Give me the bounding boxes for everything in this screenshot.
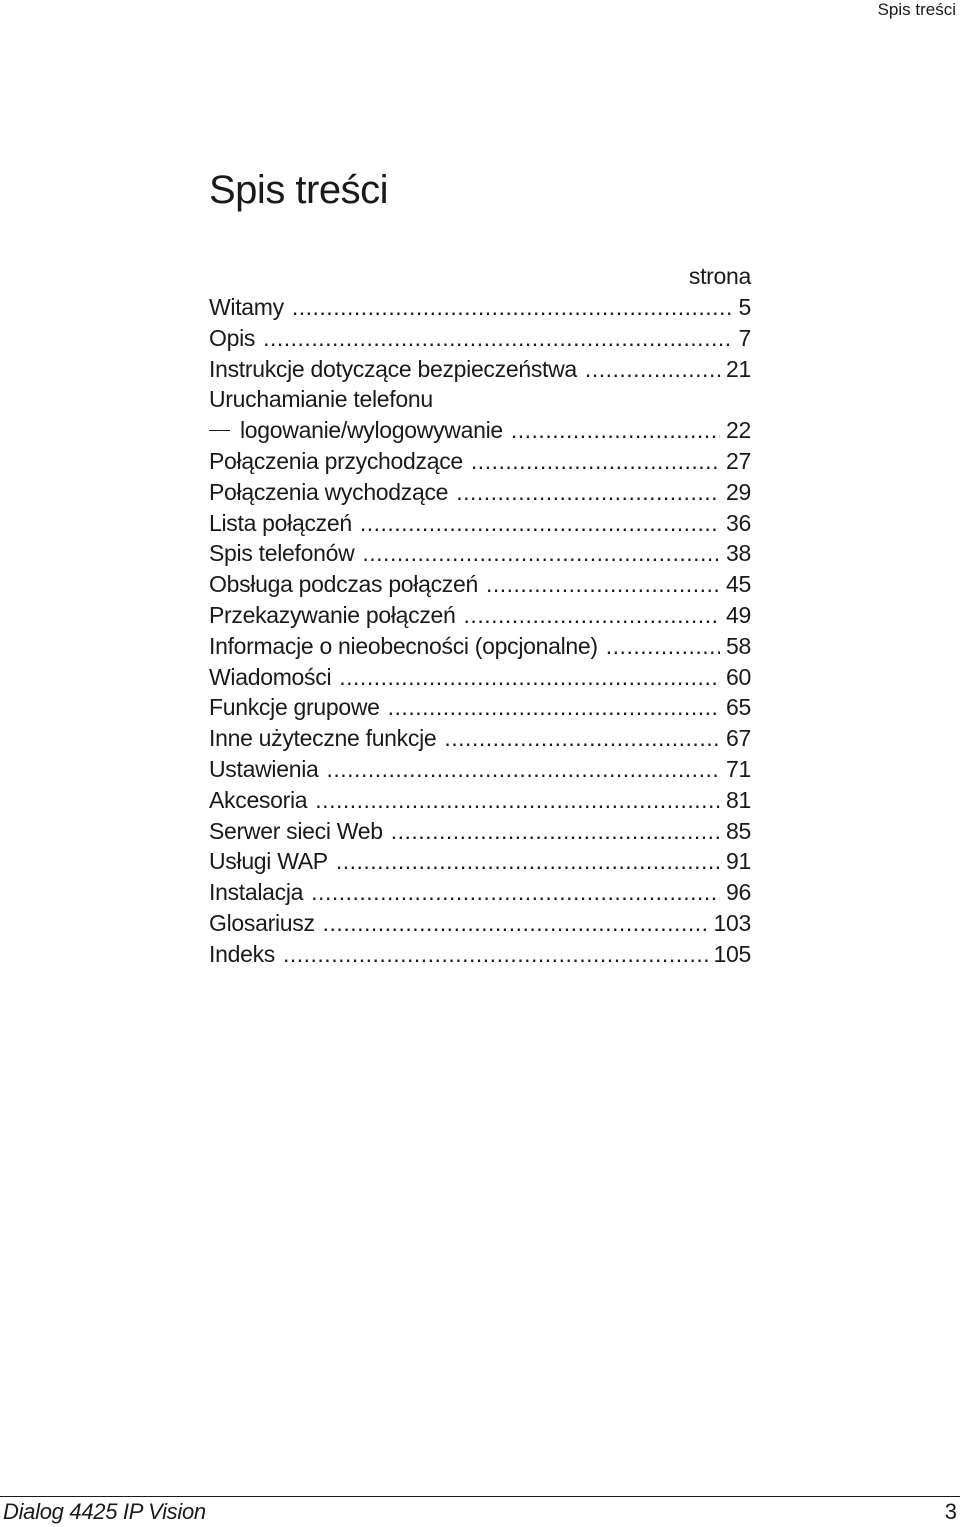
leader-dots bbox=[606, 631, 720, 662]
toc-entry-uslugi-wap[interactable] bbox=[209, 846, 751, 877]
toc-entry-opis[interactable] bbox=[209, 323, 751, 354]
toc-entry-title: Ustawienia bbox=[209, 755, 319, 782]
leader-dots bbox=[391, 816, 720, 847]
toc-entry-title: Informacje o nieobecności (opcjonalne) bbox=[209, 632, 598, 659]
toc-entry-title: Glosariusz bbox=[209, 909, 315, 936]
toc-entry-funkcje-grupowe[interactable] bbox=[209, 692, 751, 723]
leader-dots bbox=[292, 292, 733, 323]
toc-entry-polaczenia-wychodzace[interactable] bbox=[209, 477, 751, 508]
toc-entry-logowanie-wylogowywanie[interactable] bbox=[209, 415, 751, 446]
toc-list bbox=[209, 292, 751, 970]
toc-entry-title: Połączenia przychodzące bbox=[209, 447, 463, 474]
leader-dots bbox=[339, 662, 720, 693]
toc-entry-title: Funkcje grupowe bbox=[209, 694, 380, 721]
toc-entry-page: 81 bbox=[726, 786, 751, 813]
toc-entry-page: 29 bbox=[726, 478, 751, 505]
toc-entry-obsluga-podczas-polaczen[interactable] bbox=[209, 569, 751, 600]
leader-dots bbox=[327, 754, 721, 785]
toc-entry-przekazywanie-polaczen[interactable] bbox=[209, 600, 751, 631]
toc-entry-title: Spis telefonów bbox=[209, 540, 355, 567]
toc-entry-title: Inne użyteczne funkcje bbox=[209, 725, 437, 752]
toc-entry-spis-telefonow[interactable] bbox=[209, 538, 751, 569]
toc-entry-wiadomosci[interactable] bbox=[209, 662, 751, 693]
toc-entry-indeks[interactable] bbox=[209, 939, 751, 970]
toc-entry-page: 85 bbox=[726, 817, 751, 844]
running-header: Spis treści bbox=[877, 0, 956, 19]
toc-entry-page: 45 bbox=[726, 571, 751, 598]
page-title: Spis treści bbox=[209, 168, 388, 212]
toc-entry-witamy[interactable] bbox=[209, 292, 751, 323]
leader-dots bbox=[311, 877, 720, 908]
leader-dots bbox=[283, 939, 708, 970]
toc-entry-page: 5 bbox=[738, 294, 751, 320]
toc-entry-page: 27 bbox=[726, 447, 751, 474]
toc-entry-title bbox=[209, 415, 503, 446]
toc-entry-title: Lista połączeń bbox=[209, 509, 352, 536]
toc-entry-polaczenia-przychodzace[interactable] bbox=[209, 446, 751, 477]
toc-entry-title: Instrukcje dotyczące bezpieczeństwa bbox=[209, 355, 577, 382]
toc-entry-title: Indeks bbox=[209, 940, 275, 967]
toc-entry-page: 7 bbox=[738, 324, 751, 351]
toc-entry-ustawienia[interactable] bbox=[209, 754, 751, 785]
leader-dots bbox=[511, 415, 720, 446]
toc-entry-instalacja[interactable] bbox=[209, 877, 751, 908]
leader-dots bbox=[444, 723, 720, 754]
toc-entry-page: 21 bbox=[726, 355, 751, 382]
toc-entry-serwer-sieci-web[interactable] bbox=[209, 816, 751, 847]
toc-entry-informacje-o-nieobecnosci[interactable] bbox=[209, 631, 751, 662]
toc-entry-title: Instalacja bbox=[209, 879, 304, 906]
toc-entry-title: Przekazywanie połączeń bbox=[209, 601, 456, 628]
toc-entry-title-text: logowanie/wylogowywanie bbox=[240, 417, 503, 444]
toc-entry-page: 22 bbox=[726, 417, 751, 444]
toc-entry-title: Witamy bbox=[209, 294, 284, 320]
footer-page-number: 3 bbox=[944, 1499, 957, 1524]
toc-entry-page: 67 bbox=[726, 725, 751, 752]
toc-entry-page: 49 bbox=[726, 601, 751, 628]
toc-entry-uruchamianie-telefonu[interactable] bbox=[209, 384, 751, 415]
footer-document-title: Dialog 4425 IP Vision bbox=[3, 1499, 206, 1524]
leader-dots bbox=[486, 569, 720, 600]
toc-entry-title: Usługi WAP bbox=[209, 848, 328, 875]
leader-dots bbox=[388, 692, 720, 723]
leader-dots bbox=[456, 477, 720, 508]
toc-entry-akcesoria[interactable] bbox=[209, 785, 751, 816]
leader-dots bbox=[471, 446, 720, 477]
toc-entry-page: 65 bbox=[726, 694, 751, 721]
toc-entry-page: 96 bbox=[726, 879, 751, 906]
continuation-dash bbox=[209, 430, 230, 431]
leader-dots bbox=[336, 846, 720, 877]
toc-entry-page: 71 bbox=[726, 755, 751, 782]
toc-entry-inne-uzyteczne-funkcje[interactable] bbox=[209, 723, 751, 754]
toc-entry-title: Połączenia wychodzące bbox=[209, 478, 449, 505]
toc-entry-title: Obsługa podczas połączeń bbox=[209, 571, 478, 598]
toc-entry-page: 105 bbox=[713, 940, 751, 967]
toc-entry-page: 36 bbox=[726, 509, 751, 536]
leader-dots bbox=[323, 908, 708, 939]
toc-entry-instrukcje-bezpieczenstwa[interactable] bbox=[209, 354, 751, 385]
leader-dots bbox=[315, 785, 720, 816]
leader-dots bbox=[263, 323, 732, 354]
toc-entry-page: 103 bbox=[713, 909, 751, 936]
toc-entry-title: Uruchamianie telefonu bbox=[209, 386, 433, 413]
leader-dots bbox=[464, 600, 720, 631]
leader-dots bbox=[360, 508, 720, 539]
toc-entry-lista-polaczen[interactable] bbox=[209, 508, 751, 539]
toc-entry-title: Wiadomości bbox=[209, 663, 332, 690]
leader-dots bbox=[585, 354, 720, 385]
toc-entry-page: 91 bbox=[726, 848, 751, 875]
toc-entry-title: Opis bbox=[209, 324, 256, 351]
toc-entry-glosariusz[interactable] bbox=[209, 908, 751, 939]
toc-entry-title: Serwer sieci Web bbox=[209, 817, 383, 844]
leader-dots bbox=[362, 538, 720, 569]
running-footer bbox=[0, 1496, 960, 1527]
toc-entry-title: Akcesoria bbox=[209, 786, 308, 813]
toc-entry-page: 60 bbox=[726, 663, 751, 690]
table-of-contents bbox=[209, 261, 751, 970]
page-column-heading: strona bbox=[688, 263, 751, 289]
toc-entry-page: 58 bbox=[726, 632, 751, 659]
toc-entry-page: 38 bbox=[726, 540, 751, 567]
